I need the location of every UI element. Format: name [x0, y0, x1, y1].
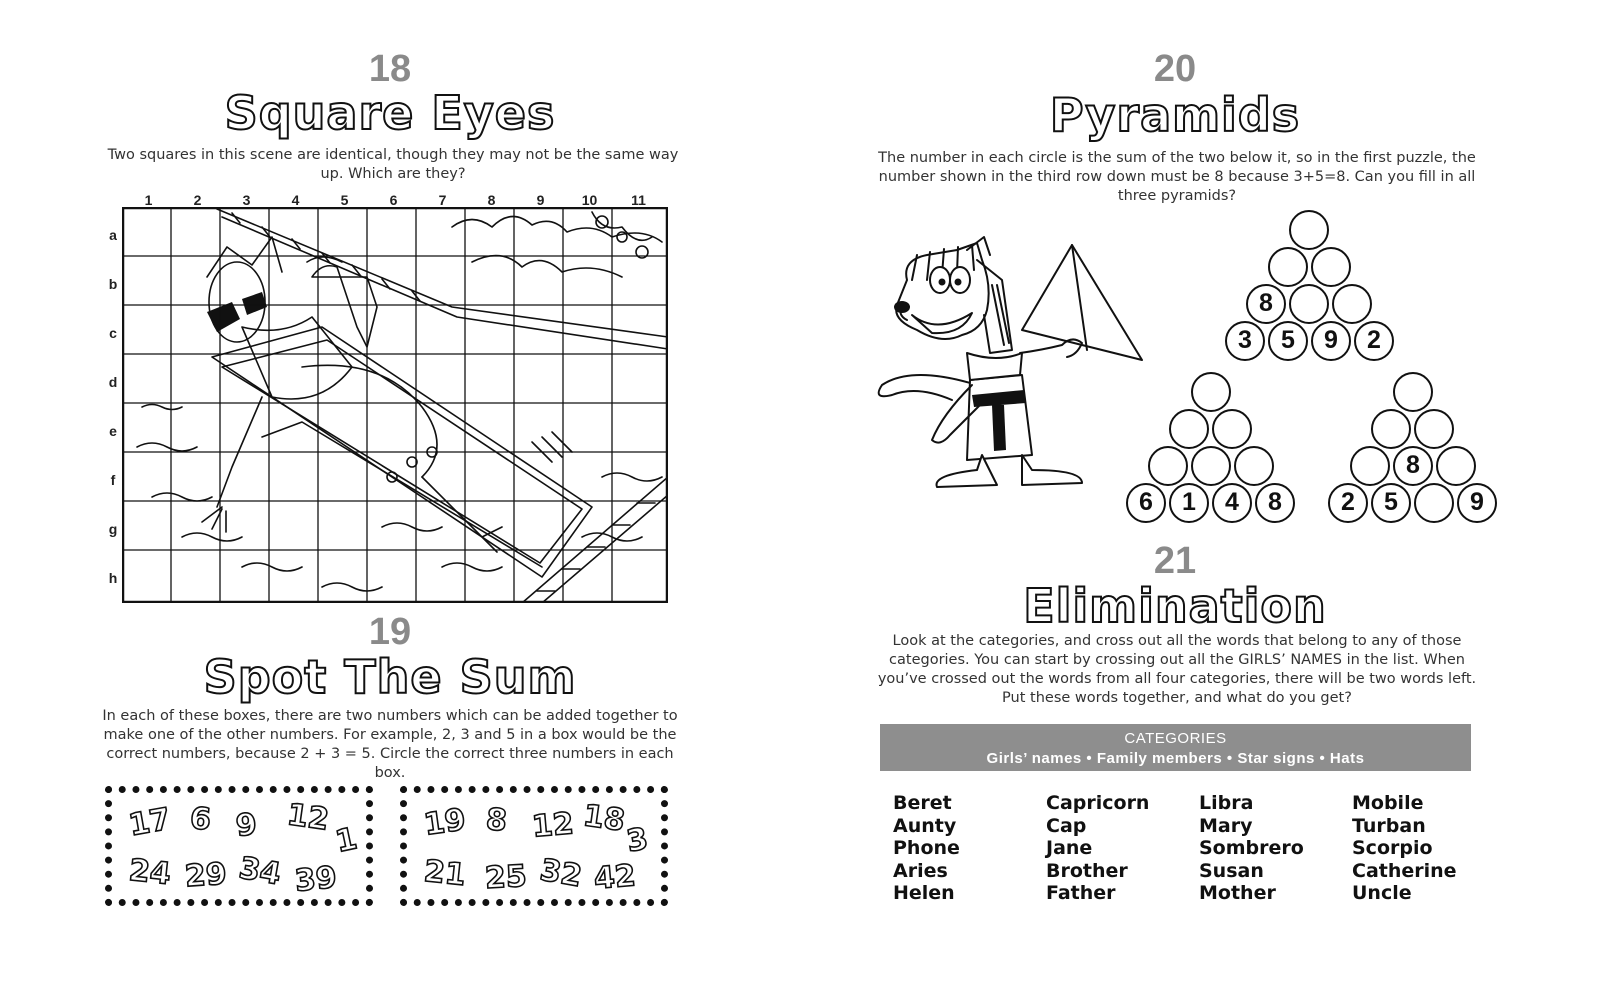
puzzle-19-instructions: In each of these boxes, there are two numbers which can be added together to make one of the other numbers. For example, 2, 3 and 5 in a box would be the correct numbers, because 2 + 3 = 5. Circle the correct three numbers in each box. — [102, 708, 678, 781]
word-item[interactable]: Cap — [1046, 814, 1087, 837]
pyramid-circle[interactable]: 8 — [1246, 284, 1286, 324]
categories-banner — [880, 724, 1471, 771]
row-label: c — [109, 325, 117, 341]
row-label: a — [109, 227, 117, 243]
puzzle-18-instructions: Two squares in this scene are identical, though they may not be the same way up. Which are they? — [107, 147, 679, 182]
sum-number[interactable]: 34 — [236, 850, 284, 893]
row-label: f — [110, 472, 116, 488]
sum-number[interactable]: 42 — [592, 858, 638, 897]
pyramid-circle[interactable]: 8 — [1393, 446, 1433, 486]
pyramid-circle[interactable]: 9 — [1457, 483, 1497, 523]
word-item[interactable]: Mary — [1199, 814, 1253, 837]
puzzle-21-number: 21 — [1153, 540, 1197, 582]
column-label: 3 — [242, 192, 251, 208]
sum-number[interactable]: 3 — [624, 821, 651, 860]
puzzle-18-title: Square Eyes — [224, 86, 556, 140]
word-item[interactable]: Catherine — [1352, 859, 1457, 882]
puzzle-20-number: 20 — [1153, 48, 1197, 90]
sum-number[interactable]: 9 — [234, 807, 259, 844]
pyramid-circle[interactable] — [1289, 210, 1329, 250]
pyramid-circle[interactable] — [1393, 372, 1433, 412]
pyramid-circle[interactable]: 8 — [1255, 483, 1295, 523]
pyramid-circle[interactable] — [1436, 446, 1476, 486]
sum-number[interactable]: 25 — [484, 858, 528, 897]
pyramid-circle[interactable]: 5 — [1268, 321, 1308, 361]
pyramid-circle[interactable]: 9 — [1311, 321, 1351, 361]
sum-number[interactable]: 1 — [332, 821, 361, 860]
word-item[interactable]: Father — [1046, 882, 1116, 905]
pyramid-circle[interactable] — [1414, 483, 1454, 523]
pyramid-circle[interactable] — [1371, 409, 1411, 449]
pyramid-circle[interactable]: 1 — [1169, 483, 1209, 523]
pyramid-circle[interactable] — [1350, 446, 1390, 486]
word-column-3 — [1199, 792, 1304, 905]
pyramid-circle[interactable] — [1332, 284, 1372, 324]
column-label: 8 — [487, 192, 496, 208]
word-item[interactable]: Scorpio — [1352, 837, 1433, 860]
column-label: 4 — [291, 192, 300, 208]
puzzle-21-title: Elimination — [1023, 579, 1327, 633]
pyramid-circle[interactable] — [1212, 409, 1252, 449]
categories-list: Girls’ names • Family members • Star signs • Hats — [986, 750, 1365, 767]
pyramid-circle[interactable]: 2 — [1328, 483, 1368, 523]
puzzle-19-number: 19 — [368, 611, 412, 653]
row-label: g — [108, 521, 118, 537]
word-column-4 — [1352, 792, 1457, 905]
column-label: 1 — [144, 192, 153, 208]
puzzle-20-title: Pyramids — [1049, 88, 1301, 142]
pyramid-circle[interactable]: 4 — [1212, 483, 1252, 523]
puzzle-20-instructions: The number in each circle is the sum of the two below it, so in the first puzzle, the number shown in the third row down must be 8 because 3+5=8. Can you fill in all three pyramids? — [878, 150, 1476, 204]
sum-number[interactable]: 18 — [580, 798, 628, 839]
puzzle-21-instructions: Look at the categories, and cross out all the words that belong to any of those categories. You can start by crossing out all the GIRLS’ NAMES in the list. When you’ve crossed out the words from all four categories, there will be two words left. Put these words together, and what do you get? — [877, 633, 1477, 706]
column-label: 5 — [340, 192, 349, 208]
word-item[interactable]: Helen — [893, 882, 955, 905]
row-label: h — [108, 570, 118, 586]
word-item[interactable]: Susan — [1199, 859, 1264, 882]
pyramid-circle[interactable]: 3 — [1225, 321, 1265, 361]
row-label: d — [108, 374, 118, 390]
sum-number[interactable]: 21 — [422, 853, 468, 894]
pyramid-circle[interactable] — [1289, 284, 1329, 324]
word-item[interactable]: Capricorn — [1046, 792, 1150, 814]
pyramid-circle[interactable] — [1148, 446, 1188, 486]
sum-box-2 — [400, 786, 668, 906]
pyramid-circle[interactable]: 2 — [1354, 321, 1394, 361]
pyramid-circle[interactable]: 6 — [1126, 483, 1166, 523]
categories-heading: CATEGORIES — [1124, 730, 1227, 747]
sum-number[interactable]: 24 — [127, 852, 173, 893]
word-item[interactable]: Mother — [1199, 882, 1276, 905]
word-item[interactable]: Turban — [1352, 814, 1426, 837]
column-label: 11 — [631, 192, 646, 208]
row-label: b — [108, 276, 118, 292]
puzzle-18-number: 18 — [368, 48, 412, 90]
word-item[interactable]: Uncle — [1352, 882, 1412, 905]
pharaoh-cat-illustration — [872, 235, 1147, 495]
sum-number[interactable]: 8 — [484, 802, 509, 839]
sum-number[interactable]: 29 — [183, 856, 228, 895]
square-eyes-grid-illustration — [122, 207, 668, 603]
pyramid-circle[interactable] — [1191, 372, 1231, 412]
word-item[interactable]: Brother — [1046, 859, 1128, 882]
pyramid-circle[interactable] — [1169, 409, 1209, 449]
sum-box-1 — [105, 786, 373, 906]
word-item[interactable]: Sombrero — [1199, 837, 1304, 860]
sum-number[interactable]: 6 — [188, 801, 213, 838]
pyramid-circle[interactable] — [1268, 247, 1308, 287]
word-item[interactable]: Phone — [893, 837, 960, 860]
word-column-2 — [1046, 792, 1149, 905]
pyramid-circle[interactable] — [1311, 247, 1351, 287]
word-item[interactable]: Beret — [893, 792, 952, 814]
word-item[interactable]: Aries — [893, 859, 948, 882]
sum-number[interactable]: 39 — [293, 859, 339, 900]
column-label: 7 — [438, 192, 447, 208]
sum-number[interactable]: 12 — [530, 806, 576, 845]
column-label: 2 — [193, 192, 202, 208]
sum-number[interactable]: 19 — [421, 802, 468, 843]
word-column-1 — [893, 792, 960, 905]
column-label: 10 — [581, 192, 598, 208]
column-label: 9 — [536, 192, 545, 208]
pyramid-circle[interactable] — [1414, 409, 1454, 449]
pyramid-circle[interactable] — [1191, 446, 1231, 486]
sum-number[interactable]: 17 — [126, 801, 174, 844]
word-item[interactable]: Aunty — [893, 814, 957, 837]
sum-number[interactable]: 32 — [537, 852, 585, 895]
pyramid-circle[interactable] — [1234, 446, 1274, 486]
word-item[interactable]: Mobile — [1352, 792, 1424, 814]
word-item[interactable]: Libra — [1199, 792, 1254, 814]
row-label: e — [109, 423, 117, 439]
word-item[interactable]: Jane — [1046, 837, 1093, 860]
column-label: 6 — [389, 192, 398, 208]
sum-number[interactable]: 12 — [284, 797, 332, 838]
pyramid-circle[interactable]: 5 — [1371, 483, 1411, 523]
puzzle-19-title: Spot The Sum — [203, 650, 577, 704]
